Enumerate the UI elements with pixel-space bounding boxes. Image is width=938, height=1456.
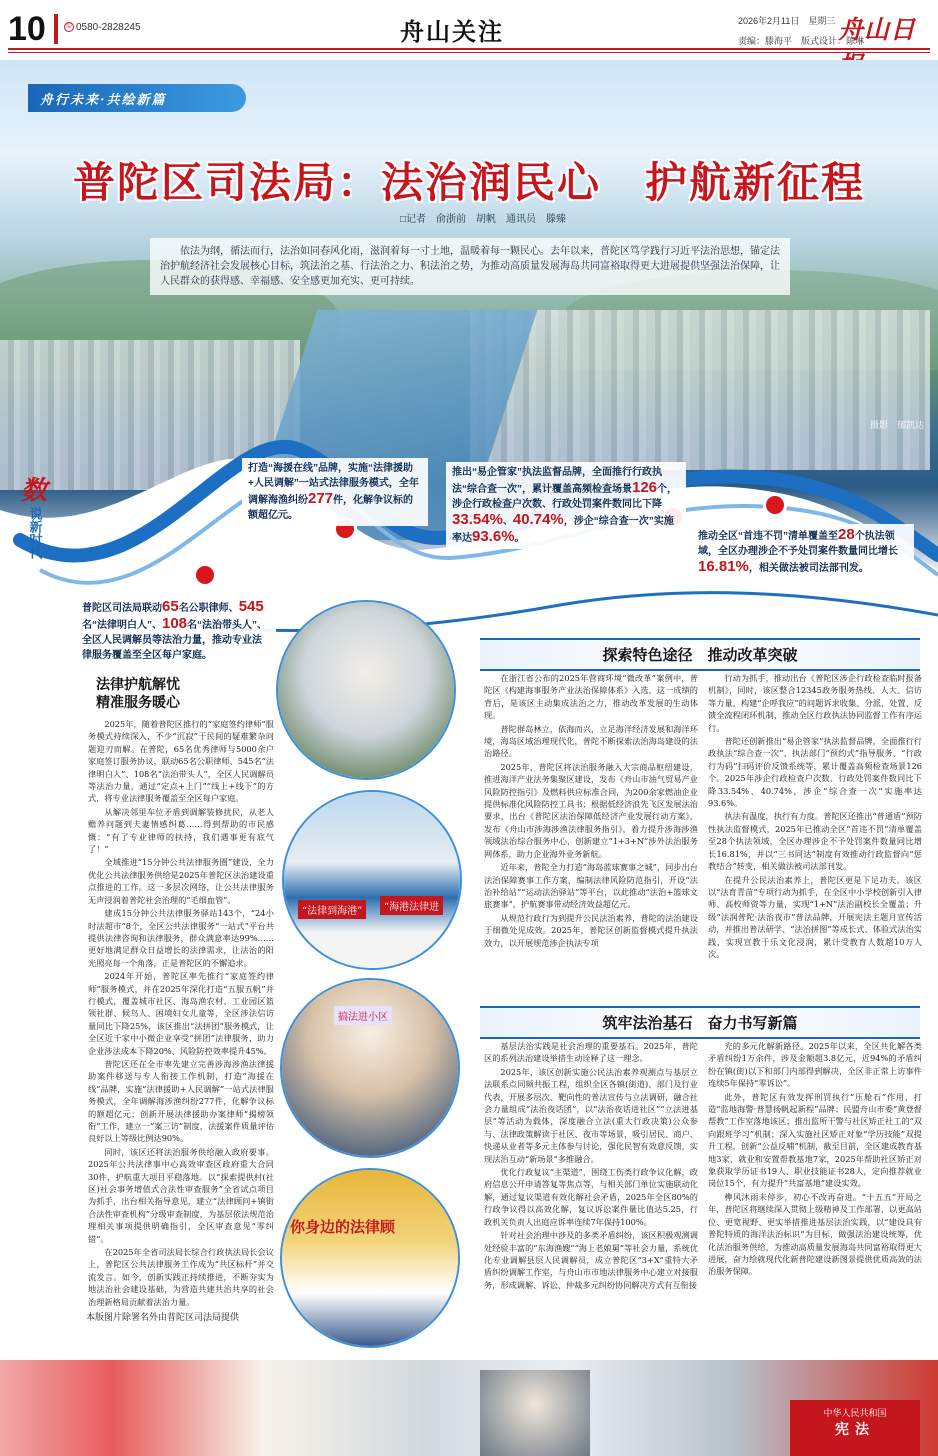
header-phone xyxy=(64,22,141,33)
left-heading-line1: 法律护航解忧 xyxy=(96,676,180,692)
reform-paragraph: 从规范行政行为到提升公民法治素养，普陀的法治建设于细微处见成效。2025年，普陀区创新监督模式提升执法效力，以开展规范涉企执法专项 xyxy=(484,912,698,948)
stat1-pre: 普陀区司法局联动 xyxy=(82,603,162,614)
stat-callout-4 xyxy=(692,524,914,579)
header-divider xyxy=(54,14,58,44)
stat3-n4: 93.6% xyxy=(472,528,515,545)
reform-paragraph: 行动为抓手，推动出台《普陀区涉企行政检查临时报备机制》，同时，该区整合12345政务服务热线、人大、信访等力量，构建“企呼我应”的问题诉求收集、分派、处置、反馈全流程闭环机制，推动全区行政执法协同监督工作有序运行。 xyxy=(708,673,922,733)
reform-paragraph: 2025年，普陀区将法治服务融入大宗商品枢纽建设，推进海洋产业法务集聚区建设，发布《舟山市油气贸易产业风险防控指引》及燃料供应标准合同，为200余家燃油企业提供标准化风险防控工具书；根据低经济浪先飞区发展法治要求，出台《普陀区法治保障低经济产业发展行动方案》，发布《舟山市涉海涉渔法律服务指引》，着力提升涉海涉渔领域法治综合服务中心，创新建立“1+3+N”涉外法治服务网体系，助力企业海外业务新航。 xyxy=(484,761,698,859)
bottom-photo-strip xyxy=(0,1360,938,1456)
foundation-paragraph: 基层法治实践是社会治理的重要基石。2025年，普陀区的系列法治建设举措生动诠释了这一理念。 xyxy=(484,1041,698,1064)
reform-paragraph: 执法有温度，执行有力度。普陀区还推出“普通盾”预防性执法监督模式，2025年已推动全区“首违不罚”清单覆盖至28个执法领域，全区办理涉企不予处罚案件数量同比增长16.81%，并以“三书同达”制度有效推动行政监督向“惩教结合”转变，相关做法被司法部刊发。 xyxy=(708,811,922,872)
stat3-mid2: 、 xyxy=(502,516,513,527)
photo-banner-text-3: 你身边的法律顾 xyxy=(290,1218,396,1236)
stat3-n3: 40.74% xyxy=(512,511,564,528)
left-heading xyxy=(96,675,256,711)
stat-marker-4 xyxy=(766,496,784,514)
constitution-sign xyxy=(790,1400,920,1456)
stat3-mid1: 个，涉企行政检查户次数、行政处罚案件数同比下降 xyxy=(452,484,678,510)
stat-marker-1 xyxy=(196,566,214,584)
sign-text-2: 宪法 xyxy=(835,1422,875,1438)
reform-column-1 xyxy=(484,672,698,950)
foundation-paragraph: 优化行政复议“主渠道”，围绕工伤类行政争议化解，政府信息公开申请答复等焦点等，与相关部门单位实施联动化解，通过复议渠道有效化解社会矛盾，2025年全区80%的行政争议得以高效化解，复议诉讼案件量比值达5.25，行政机关负责人出庭应诉率连续7年保持100%。 xyxy=(484,1167,698,1227)
stat1-post: 名“法治带头人”、全区人民调解员等法治力量，推动专业法律服务覆盖至全区每户家庭。 xyxy=(82,620,268,661)
stat-callout-1 xyxy=(76,596,276,666)
photo-source-note: 本版图片除署名外由普陀区司法局提供 xyxy=(86,1312,240,1322)
photo-banner-text-2: “海港法律进 xyxy=(380,896,443,915)
stat2-pre: 打造“海援在线”品牌，实施“法律援助+人民调解”一站式法律服务模式，全年调解海渔纠纷 xyxy=(248,463,419,506)
stat4-n2: 16.81% xyxy=(698,558,749,575)
section-title: 舟山关注 xyxy=(400,17,504,46)
left-paragraph: 在2025年全省司法局长综合行政执法局长会议上，普陀区公共法律服务工作成为“共区标杆”并交流发言。如今，创新实践正持续推进，不断夯实为地法治社会建设基础，为营造共建共治共享的社会治理新格局贡献着法治力量。 xyxy=(88,1247,274,1307)
photo-fill xyxy=(278,602,454,778)
foundation-paragraph: 充的多元化解新路径。2025年以来，全区共化解各类矛盾纠纷1万余件，涉及金额超3.8亿元，近94%的矛盾纠纷在镇(街)以下和部门内部得到解决，全区非正常上访事件连续5年保持“零诉讼”。 xyxy=(708,1041,922,1089)
photo-community-law xyxy=(280,978,460,1158)
hero-photo-credit: 摄影 郁凯达 xyxy=(870,420,925,430)
foundation-paragraph: 2025年，该区创新实施公民法治素养观测点与基层立法联系点同频共振工程，组织全区各镇(街道)、部门及行业代表，开展多层次、靶向性的普法宣传与立法调研，融合社会力量组成“法治夜话团”，以“法治夜话进社区”“立法进基层”等活动为载体，深度融合立法(重大行政决策)公众参与、法律政策解读于社区、夜市等场景，吸引居民、商户、快递从业者等多元主体参与讨论，强化民智有效意反馈，实现法治互动“新场景”多维融合。 xyxy=(484,1066,698,1164)
photo-fill xyxy=(284,792,460,968)
left-paragraph: 同时，该区还将法治服务供给融入政府要事。2025年公共法律事中心高效审查区政府重大合同30件，护航重大项目平稳落地。以“探索提供村(社区)社会事务增值式合法性审查服务”全省试点项目为抓手，出台相关指导意见，建立“法律顾问+镇街合法性审查机构”分级审查制度，为基层依法规范治理相关事项提供明确指引，全区审查意见“零纠错”。 xyxy=(88,1146,274,1244)
left-paragraph: 2025年，随着普陀区推行的“家庭签约律师”服务模式持续深入，不少“沉寂”于民间的疑难繁杂问题迎刃而解。在普陀，65名优秀律师与5000余户家庭签订服务协议，联动65名公职律师、545名“法律明白人”、108名“法治带头人”，全区人民调解员等法治力量，通过“定点+上门”“线上+线下”的方式，将专业法律服务覆盖至全区每户家庭。 xyxy=(88,719,274,804)
photo-banner-text-1: “法律到海港” xyxy=(298,900,366,919)
photo-lawyer-consultation xyxy=(276,600,456,780)
side-tag-small: 说新时代 xyxy=(26,507,42,559)
section-heading-foundation: 筑牢法治基石 奋力书写新篇 xyxy=(480,1006,920,1039)
reform-paragraph: 普陀还创新推出“易企管家”执法监督品牌，全面推行行政执法“综合查一次”、执法部门“预约式”指导服务、“行政行为码”扫码评价反馈系统等，累计覆盖高频检查场景126个。2025年涉企行政检查户次数、行政处罚案件数同比下降33.54%、40.74%，涉企“综合查一次”实施率达93.6%。 xyxy=(708,736,922,809)
stat-callout-3 xyxy=(446,462,686,549)
left-heading-line2: 精准服务暖心 xyxy=(96,694,180,710)
foundation-column-1 xyxy=(484,1040,698,1292)
left-paragraph: 从解决邻里车位矛盾到调解装修扰民，从老人赡养问题到夫妻情感纠葛……得到帮助的市民感慨：“有了专业律师的扶持，我们遇事更有底气了！” xyxy=(88,806,274,855)
reform-paragraph: 普陀群岛林立，依海而兴，立足海洋经济发展和海洋环境，海岛区域治理现代化，普陀不断探索法治海岛建设的法治路径。 xyxy=(484,723,698,759)
photo-fill xyxy=(282,1170,458,1346)
left-paragraph: 建成15分钟公共法律服务驿站143个，“24小时法超市”8个，全区公共法律服务“一站式”平台共提供法律咨询和法律服务，群众满意率达99%……更好地满足群众日益增长的法律需求，让法治的阳光照亮每一个角落，正是普陀区的不懈追求。 xyxy=(88,908,274,968)
header-rule-thin xyxy=(8,52,930,53)
left-paragraph: 2024年开始，普陀区率先推行“家庭签约律师”服务模式，并在2025年深化打造“五服五帆”并行模式，覆盖城市社区、海岛渔农村、工业园区篮领社群、候鸟人、困境妇女儿童等，全区涉法信访量同比下降25%，该区推出“法拼团”服务模式，让全区近千家中小微企业享受“拼团”法律服务，助力企业涉法成本下降20%、风险防控效率提升45%。 xyxy=(88,971,274,1056)
stat3-pre: 推出“易企管家”执法监督品牌，全面推行行政执法“综合查一次”，累计覆盖高频检查场景 xyxy=(452,467,662,495)
stat-callout-2 xyxy=(242,458,428,526)
stat1-mid2: 名“法律明白人”、 xyxy=(82,620,162,631)
series-banner: 舟行未来·共绘新篇 xyxy=(28,84,246,112)
left-article-body xyxy=(88,718,274,1309)
intro-paragraph: 依法为纲，循法而行，法治如同春风化雨，滋润着每一寸土地，温暖着每一颗民心。去年以来，普陀区笃学践行习近平法治思想，锚定法治护航经济社会发展核心目标，筑法治之基、行法治之力、积法治之势，为推动高质量发展海岛共同富裕取得更大进展提供坚强法治保障，让人民群众的获得感、幸福感、安全感更加充实、更可持续。 xyxy=(150,238,790,295)
section-heading-reform: 探索特色途径 推动改革突破 xyxy=(480,638,920,671)
stat4-post: ，相关做法被司法部刊发。 xyxy=(748,563,869,574)
stat3-mid3: ，涉企“综合查一次”实施率达 xyxy=(452,516,674,544)
foundation-paragraph: 此外，普陀区有效发挥刑罚执行“压舱石”作用，打造“监地海警·普慧扬帆起新程”品牌；民盟舟山市委“黄登督帮教”工作室落地该区；推出监所干警与社区矫正社工的“双向跟班学习”机制；深入实施社区矫正对象“学历技能”双提升工程，创新“公益反哺”机制，截至目前，全区建成教育基地3家，就业和安置帮教基地7家，2025年帮助社区矫正对象获取学历证书19人、职业技能证书28人，定向推荐就业岗位15个，有力提升“共富基地”建设实效。 xyxy=(708,1091,922,1189)
main-headline: 普陀区司法局：法治润民心 护航新征程 xyxy=(72,159,865,206)
foundation-paragraph: 榫风沐雨未停步，初心不改再奋进。“十五五”开局之年，普陀区将继续深入贯彻上级精神及工作部署，以更高站位、更宽视野、更实举措推进基层法治实践，以“建设具有普陀特质的海洋法治标识”为目标，做强法治建设统筹，优化法治服务供给，为推动高质量发展海岛共同富裕取得更大进展，奋力绘就现代化新普陀建设新图景提供优质高效的法治服务保障。 xyxy=(708,1191,922,1277)
foundation-column-2 xyxy=(708,1040,922,1279)
stat1-n2: 545 xyxy=(238,598,264,615)
stat1-n3: 108 xyxy=(162,615,188,632)
stat3-post: 。 xyxy=(514,533,525,544)
photo-sign-text: 搞法进小区 xyxy=(334,1006,392,1025)
photo-legal-advisor-booth xyxy=(280,1168,460,1348)
sign-text-1: 中华人民共和国 xyxy=(823,1409,887,1419)
stat4-mid1: 个执法领域，全区办理涉企不予处罚案件数量同比增长 xyxy=(698,531,898,557)
foundation-paragraph: 针对社会治理中涉及的多类矛盾纠纷，该区积极观测调处经验丰富的“东海渔嫂”“海上老娘舅”等社会力量，系统优化专业调解县层人民调解员，成立普陀区“3+X”重特大矛盾纠纷调解工作室，与舟山市市地法律服务中心建立对接服务，形成调解、诉讼、仲裁多元纠纷协同解决方式有互衔接 xyxy=(484,1230,698,1290)
left-paragraph: 普陀区还在全市率先建立完善涉海涉渔法律援助案件移送与专人衔接工作机制，打造“海援在线”品牌，实施“法律援助+人民调解”一站式法律服务模式，全年调解海涉渔纠纷277件，化解争议标的额超亿元；创新开展法律援助办案律师“揭榜领衔”工作，建立一“案三访”制度，法援案件质量评估良好以上等级比例达90%。 xyxy=(88,1058,274,1144)
reform-column-2 xyxy=(708,672,922,961)
stat3-n1: 126 xyxy=(632,479,658,496)
reform-paragraph: 在提升公民法治素养上，普陀区更是下足功夫。该区以“法育青苗”专项行动为抓手，在全区中小学校创新引入律师、高校师资等力量，实现“1+N”法治副校长全覆盖；升级“法润普陀·法治夜市”普法品牌，开展宪法主题月宣传活动，并推出普法研学、“法治拼图”等成长式、体验式法治实践，实现宣教于乐文化浸润，累计受教育人数超10万人次。 xyxy=(708,874,922,959)
stat3-n2: 33.54% xyxy=(452,511,503,528)
newspaper-logo: 舟山日 xyxy=(838,15,917,44)
photo-harbor-event xyxy=(282,790,462,970)
side-tag-big: 数 xyxy=(20,476,47,506)
page-number: 10 xyxy=(8,10,46,48)
stat4-pre: 推动全区“首违不罚”清单覆盖至 xyxy=(698,531,838,542)
editor-credit: 责编：滕海平 版式设计：陈琳 xyxy=(738,36,865,46)
side-tag xyxy=(14,470,54,559)
issue-date: 2026年2月11日 星期三 xyxy=(738,16,836,26)
phone-text: 0580-2828245 xyxy=(76,22,141,33)
reform-paragraph: 在浙江省公布的2025年营商环境“微改革”案例中，普陀区《构建海事服务产业法治保障体系》入选，这一成绩的背后，是该区主动集成法治之力，推动改革发展的生动体现。 xyxy=(484,673,698,721)
stat2-n1: 277 xyxy=(308,490,334,507)
left-paragraph: 全域推进“15分钟公共法律服务圈”建设，全力优化公共法律服务供给是2025年普陀区法治建设重点推进的工作。这一多层次网络，让公共法律服务无声浸润着普陀社会治理的“毛细血管”。 xyxy=(88,857,274,905)
copyright-icon: © xyxy=(64,22,74,32)
bottom-photo-officer xyxy=(480,1370,590,1456)
stat2-post: 件，化解争议标的额超亿元。 xyxy=(248,495,414,521)
byline: □记者 俞浙前 胡帆 通讯员 滕臻 xyxy=(400,214,567,225)
header-rule xyxy=(8,48,930,50)
reform-paragraph: 近年来，普陀全力打造“海岛蓝球赛事之城”，同步出台法治保障赛事工作方案，编制法律风险防范指引，开设“法治补给站”“运动法治驿站”等平台，以此推动“法治+篮球文旅赛事”，护航赛事带动经济效益超亿元。 xyxy=(484,862,698,910)
stat1-n1: 65 xyxy=(162,598,179,615)
stat1-mid1: 名公职律师、 xyxy=(178,603,239,614)
stat4-n1: 28 xyxy=(838,526,855,543)
